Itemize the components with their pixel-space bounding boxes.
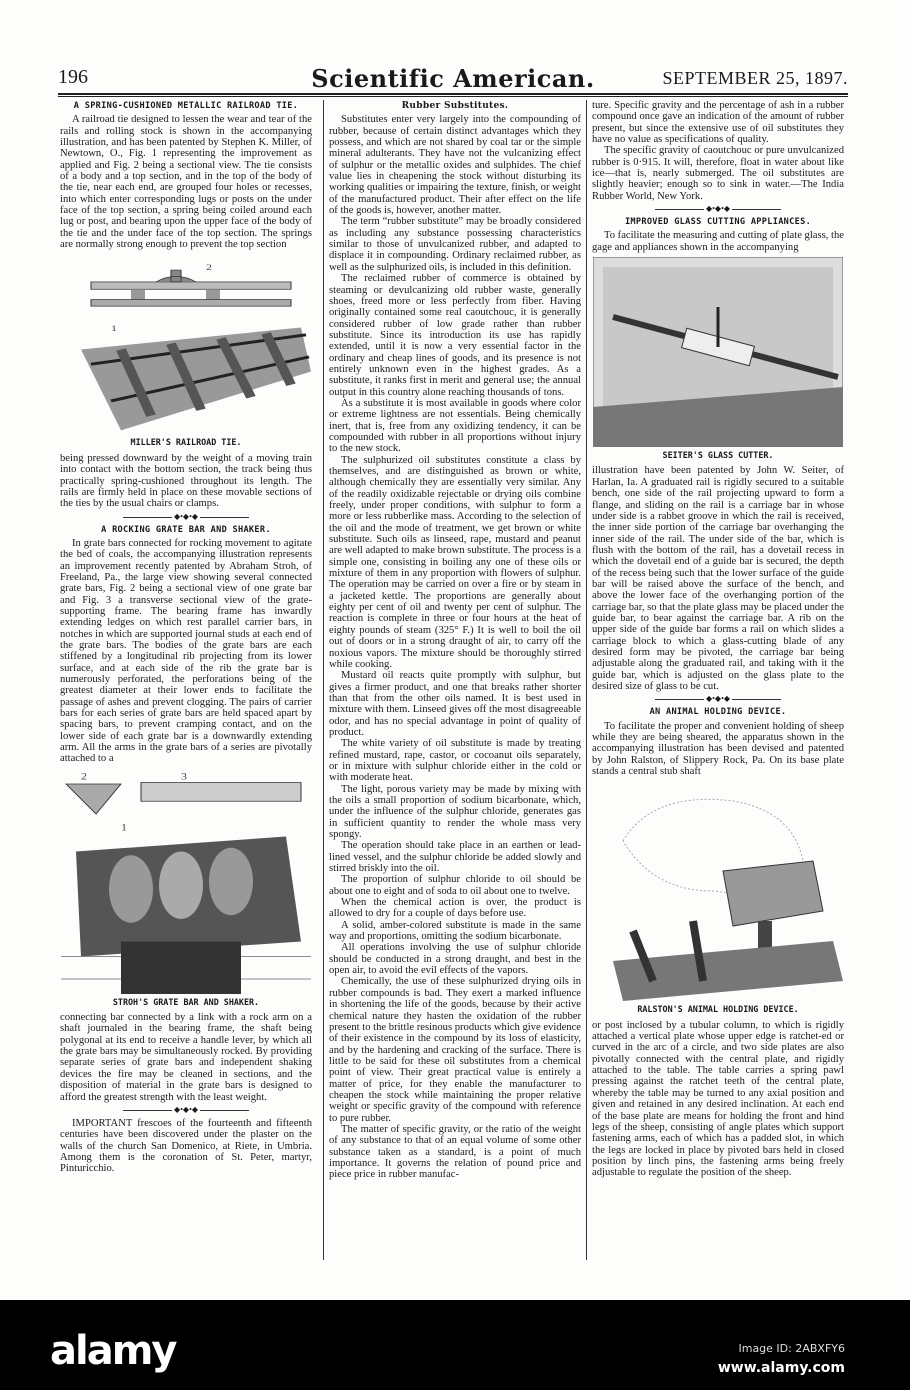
paragraph: The proportion of sulphur chloride to oil should be about one to eight and of soda to oil about one to twelve. (329, 874, 581, 897)
glass-cutter-illustration (593, 257, 843, 447)
article-text: To facilitate the measuring and cutting of plate glass, the gage and appliances shown in the accompanying (592, 230, 844, 253)
paragraph: A solid, amber-colored substitute is made in the same way and proportions, omitting the sodium bicarbonate. (329, 919, 581, 943)
header-rule (58, 93, 848, 97)
site-url: www.alamy.com (717, 1360, 845, 1376)
paragraph: The light, porous variety may be made by mixing with the oils a small proportion of sodium bicarbonate, which, under the influence of the sulphur chloride, generates gas in sufficient quantity to render the whole mass very spongy. (329, 783, 581, 840)
article-heading-railroad-tie: A SPRING-CUSHIONED METALLIC RAILROAD TIE. (73, 101, 299, 111)
paragraph: ture. Specific gravity and the percentage of ash in a rubber compound once gave an indication of the amount of rubber present, but since the extensive use of oil substitutes they have no value as specifications of quality. (592, 100, 844, 146)
figure-caption: RALSTON'S ANIMAL HOLDING DEVICE. (637, 1004, 799, 1015)
paragraph: Substitutes enter very largely into the compounding of rubber, because of certain distinct advantages which they possess, and which are not shared by coal tar or the simple mineral adulterants. They have not the vulcanizing effect of sulphur or the metallic oxides and sulphides. The chief value lies in cheapening the stock without disturbing its working qualities or impairing the texture, finish, or weight of the manufactured product. Their after effect on the life of the goods is, however, another matter. (329, 114, 581, 217)
paragraph: The term “rubber substitute” may be broadly considered as including any substance possessing characteristics similar to those of unvulcanized rubber, and adapted to displace it in compounding. Ordinary reclaimed rubber, as well as the sulphurized oils, is included in this definition. (329, 216, 581, 273)
article-text: or post inclosed by a tubular column, to which is rigidly attached a vertical plate whose upper edge is ratchet-ed or curved in the arc of a circle, and two side plates are also pivotally connected with the central plate, and rigidly attached to the table. The table carries a spring pawl pressing against the ratchet teeth of the central plate, whereby the table may be turned to any axial position and given and retained in any desired inclination. At each end of the base plate are means for holding the front and hind legs of the sheep, consisting of angle plates which support fastening arms, each of which has a padded slot, in which the legs are locked in place by pivoted bars held in closed position by linch pins, the fastening arms being freely adjustable to regulate the position of the sheep. (592, 1019, 844, 1179)
article-heading-rubber-substitutes: Rubber Substitutes. (401, 101, 509, 111)
grate-bar-illustration (61, 769, 311, 994)
paragraph: The operation should take place in an earthen or lead-lined vessel, and the sulphur chloride be added slowly and stirred briskly into the oil. (329, 840, 581, 875)
fig-label-1: 1 (111, 324, 118, 335)
article-text: A railroad tie designed to lessen the wear and tear of the rails and rolling stock is shown in the accompanying illustration, and has been patented by Stephen K. Miller, of Newtown, O., Fig. 1 representing the improvement as applied and Fig. 2 being a sectional view. The tie consists of a body and a top section, and in the top of the body of the tie, near each end, are grouped four holes or recesses, into which enter corresponding lugs or posts on the under face of the top section, a spring being coiled around each lug or post, and bearing upon the upper face of the body of the tie and the under face of the top section. The springs are normally strong enough to prevent the top section (60, 114, 312, 251)
paragraph: Chemically, the use of these sulphurized drying oils in rubber compounds is bad. They exert a marked influence in shortening the life of the goods, because by their active chemical nature they hasten the oxidation of the rubber present to the brittle resinous products which give evidence of their existence in the compound by its loss of elasticity, and by the hardening and cracking of the surface. There is little to be said for these oil substitutes from a chemical point of view. Their great practical value is entirely a matter of price, for they enable the manufacturer to cheapen the stock while maintaining the proper relative weight or specific gravity of the compound with reference to pure rubber. (329, 976, 581, 1124)
article-heading-animal-holding: AN ANIMAL HOLDING DEVICE. (649, 707, 787, 718)
issue-date: SEPTEMBER 25, 1897. (662, 68, 848, 88)
paragraph: The matter of specific gravity, or the ratio of the weight of any substance to that of an equal volume of some other substance taken as a standard, is a point of much importance. It governs the relation of pound price and piece price in rubber manufac- (329, 1123, 581, 1181)
paragraph: The white variety of oil substitute is made by treating refined mustard, rape, castor, or cocoanut oils separately, or in mixture with sulphur chloride either in the cold or with moderate heat. (329, 738, 581, 784)
article-heading-grate-bar: A ROCKING GRATE BAR AND SHAKER. (101, 524, 271, 535)
article-text: In grate bars connected for rocking movement to agitate the bed of coals, the accompanying illustration represents an improvement recently patented by Abraham Stroh, of Freeland, Pa., the large view showing several connected grate bars, Fig. 2 being a sectional view of one grate bar and Fig. 3 a transverse sectional view of the grate-supporting frame. The bearing frame has inwardly extending ledges on which rest parallel carrier bars, in notches in which are supported journal studs at each end of the grate bars. The bodies of the grate bars are each stiffened by a longitudinal rib projecting from its lower surface, and at each side of the rib the grate bar is numerously perforated, the perforations being of the greatest diameter at their lower ends to facilitate the passage of ashes and prevent clogging. The pairs of carrier bars for each series of grate bars are held spaced apart by spacing bars, to prevent cramping contact, and on the lower side of each grate bar is a downwardly extending arm. All the arms in the grate bars of a series are pivotally attached to a (60, 537, 312, 765)
article-text-frescoes: IMPORTANT frescoes of the fourteenth and fifteenth centuries have been discovered under the plaster on the walls of the church San Domenico, at Riete, in Umbria. Among them is the coronation of St. Peter, martyr, Pinturicchio. (60, 1117, 312, 1175)
column-2 (323, 100, 581, 1260)
page-header (58, 64, 848, 92)
figure-caption: MILLER'S RAILROAD TIE. (130, 437, 242, 448)
animal-holding-device-illustration (593, 781, 843, 1001)
fig-label-2: 2 (206, 263, 213, 274)
section-divider: ◆•◆•◆ (60, 1106, 312, 1114)
column-1 (60, 100, 312, 1175)
paragraph: The specific gravity of caoutchouc or pure unvulcanized rubber is 0·915. It will, therefore, float in water about like ice—that is, nearly submerged. The oil substitutes are slightly heavier; enough so to sink in water.—The India Rubber World, New York. (592, 145, 844, 202)
paragraph: All operations involving the use of sulphur chloride should be conducted in a strong draught, and best in the open air, to avoid the evil effects of the vapors. (329, 942, 581, 977)
fig-label-3: 3 (181, 772, 187, 782)
paragraph: The reclaimed rubber of commerce is obtained by steaming or devulcanizing old rubber waste, generally shoes, freed more or less perfectly from fiber. Having originally contained some real caoutchouc, it is generally considered rubber of low grade rather than rubber substitute. Since its introduction its use has rapidly extended, until it is now a very essential factor in the ordinary and cheap lines of goods, and its presence is not entirely unknown even in the highest grades. As a substitute, it ranks first in merit and general use; the annual output in this country alone reaching thousands of tons. (329, 273, 581, 398)
image-id: Image ID: 2ABXFY6 (738, 1342, 845, 1355)
section-divider: ◆•◆•◆ (592, 695, 844, 703)
fig-label-1: 1 (121, 823, 127, 833)
page-number: 196 (58, 66, 88, 88)
railroad-tie-illustration (61, 254, 311, 434)
fig-label-2: 2 (81, 772, 87, 782)
section-divider: ◆•◆•◆ (592, 205, 844, 213)
watermark-footer (0, 1300, 910, 1390)
article-text: connecting bar connected by a link with a rock arm on a shaft journaled in the bearing frame, the shaft being polygonal at its end to receive a handle lever, by which all the grate bars may be simultaneously rocked. By providing separate series of grate bars and independent shaking devices the fire may be cleaned in sections, and the disposition of material in the grate bars is designed to afford the greatest strength with the least weight. (60, 1012, 312, 1103)
figure-caption: SEITER'S GLASS CUTTER. (662, 450, 774, 461)
column-3 (586, 100, 844, 1260)
section-divider: ◆•◆•◆ (60, 513, 312, 521)
article-text: To facilitate the proper and convenient holding of sheep while they are being sheared, the apparatus shown in the accompanying illustration has been devised and patented by John Ralston, of Slippery Rock, Pa. On its base plate stands a central stub shaft (592, 720, 844, 778)
paragraph: The sulphurized oil substitutes constitute a class by themselves, and are distinguished as brown or white, although chemically they are essentially very similar. Any of the readily oxidizable rejectable or drying oils combine freely, under proper conditions, with sulphur to form a more or less rubberlike mass. According to the selection of the oil and the mode of treatment, we get brown or white substitute. Such oils as linseed, rape, mustard and peanut are well adapted to make brown substitute. The process is a simple one, consisting in boiling any one of these oils or mixture of them in any proportion with flowers of sulphur. The operation may be carried on over a fire or by steam in a jacketed kettle. The proportions are generally about eighty per cent of oil and twenty per cent of sulphur. The reaction is complete in three or four hours at the heat of eighty pounds of steam (325° F.) It is well to boil the oil out of doors or in a strong draught of air, to carry off the noxious vapors. The mixture should be thoroughly stirred while cooking. (329, 454, 581, 670)
alamy-logo: alamy (50, 1328, 176, 1374)
paragraph: As a substitute it is most available in goods where color or extreme lightness are not essentials. Being chemically inert, that is, free from any oxidizing tendency, it can be compounded with rubber in all proportions without injury to the new stock. (329, 397, 581, 455)
article-text: being pressed downward by the weight of a moving train into contact with the bottom section, the track being thus practically spring-cushioned throughout its length. The rails are firmly held in place on these movable sections of the ties by the usual chairs or clamps. (60, 452, 312, 510)
paragraph: When the chemical action is over, the product is allowed to dry for a couple of days before use. (329, 897, 581, 920)
paragraph: Mustard oil reacts quite promptly with sulphur, but gives a firmer product, and one that breaks rather shorter than that from the other oils named. It is best used in mixture with them. Linseed gives off the most disagreeable odor, and has no special advantage in point of quality of product. (329, 670, 581, 738)
figure-caption: STROH'S GRATE BAR AND SHAKER. (112, 996, 260, 1007)
article-heading-glass-cutting: IMPROVED GLASS CUTTING APPLIANCES. (624, 217, 812, 228)
masthead: Scientific American. (311, 64, 595, 93)
article-text: illustration have been patented by John W. Seiter, of Harlan, Ia. A graduated rail is rigidly secured to a suitable bench, one side of the rail projecting upward to form a flange, and sliding on the rail is a carriage bar in whose under side is a rabbet groove in which the rail is received, the inner side portion of the carriage bar overhanging the inner side of the rail. The under side of the bar, which is flush with the bottom of the rail, has a dovetail recess in which the dovetail end of a guide bar is secured, the depth of the recess being such that the lower surface of the guide bar will be raised above the surface of the bench, and above the lower face of the overhanging portion of the carriage bar, so that the plate glass may be placed under the guide bar, to bear against the carriage bar. A rib on the upper side of the guide bar forms a rail on which slides a carriage block to which a glass-cutting blade of any desired form may be pivoted, the carriage bar being adjustable along the graduated rail, and taking with it the guide bar, which is adjusted on the glass plate to the desired size of glass to be cut. (592, 465, 844, 692)
